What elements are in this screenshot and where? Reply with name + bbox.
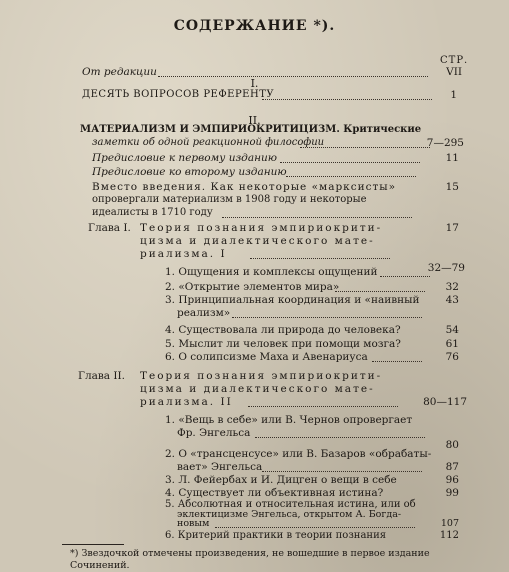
chapter-title: Теория познания эмпириокрити- [140, 370, 383, 382]
toc-item [0, 266, 509, 282]
toc-page-number: 7—295 [426, 137, 464, 149]
toc-entry-text: вает» Энгельса [177, 461, 263, 473]
leader-dots [300, 147, 430, 148]
toc-entry-text: 5. Абсолютная и относительная истина, или об [165, 499, 416, 510]
toc-entry-text: реализм» [177, 307, 231, 319]
leader-dots [250, 258, 390, 259]
toc-entry-preface2 [0, 166, 509, 182]
leader-dots [262, 99, 432, 100]
toc-entry-text: 5. Мыслит ли человек при помощи мозга? [165, 338, 401, 350]
toc-item [0, 351, 509, 367]
leader-dots [222, 217, 412, 218]
toc-entry-text: новым [177, 518, 210, 529]
toc-entry-text: 1. «Вещь в себе» или В. Чернов опровергает [165, 414, 413, 426]
chapter-title: риализма. I [140, 248, 227, 260]
toc-entry-text: 1. Ощущения и комплексы ощущений [165, 266, 378, 278]
toc-item [0, 307, 509, 323]
toc-entry-text: эклектицизме Энгельса, открытом А. Богда- [177, 509, 402, 520]
leader-dots [248, 406, 398, 407]
toc-entry-text: Предисловие ко второму изданию [92, 166, 287, 178]
leader-dots [280, 162, 420, 163]
toc-entry-text: опровергали материализм в 1908 году и некоторые [92, 194, 367, 205]
toc-page-number: 112 [439, 530, 459, 541]
toc-page-number: 1 [450, 89, 457, 101]
toc-page-number: 96 [445, 474, 459, 486]
toc-page-number: 61 [445, 338, 459, 350]
toc-page-number: 32—79 [427, 262, 465, 274]
toc-entry-text: ДЕСЯТЬ ВОПРОСОВ РЕФЕРЕНТУ [82, 89, 275, 100]
toc-page-number: 43 [445, 294, 459, 306]
section-number: II. [248, 114, 261, 127]
toc-entry-text: 4. Существует ли объективная истина? [165, 487, 384, 499]
toc-page-number: 11 [445, 152, 459, 164]
toc-entry-text: 3. Принципиальная координация и «наивный [165, 294, 420, 306]
toc-page-number: 32 [445, 281, 459, 293]
toc-entry-intro-line3 [0, 207, 509, 223]
chapter-label: Глава I. [88, 222, 131, 234]
toc-entry-text: 2. О «трансценсусе» или В. Базаров «обрабаты- [165, 448, 432, 460]
toc-entry-text: Фр. Энгельса [177, 427, 251, 439]
leader-dots [262, 471, 422, 472]
toc-chapter2-title-line3 [0, 396, 509, 412]
chapter-title: риализма. II [140, 396, 233, 408]
chapter-title: цизма и диалектического мате- [140, 235, 375, 247]
leader-dots [372, 361, 422, 362]
toc-page-number: 76 [445, 351, 459, 363]
leader-dots [335, 291, 425, 292]
toc-page-number: 80 [445, 439, 459, 451]
toc-entry-section1 [0, 89, 509, 105]
leader-dots [232, 317, 422, 318]
page-title: СОДЕРЖАНИЕ *). [173, 18, 336, 34]
toc-entry-text: 6. Критерий практики в теории познания [165, 530, 387, 541]
chapter-title: цизма и диалектического мате- [140, 383, 375, 395]
toc-entry-section2-subtitle [0, 137, 509, 153]
page-column-label: СТР. [440, 55, 469, 66]
footnote-rule [62, 544, 124, 545]
toc-page-number: VII [446, 66, 462, 78]
toc-entry-text: Вместо введения. Как некоторые «марксисты» [92, 181, 397, 193]
toc-entry-text: От редакции [82, 66, 157, 78]
toc-page-number: 17 [445, 222, 459, 234]
toc-entry-text: Предисловие к первому изданию [92, 152, 278, 164]
leader-dots [215, 527, 415, 528]
footnote: *) Звездочкой отмечены произведения, не вошедшие в первое издание Сочинений. [70, 548, 430, 571]
toc-entry-text: 2. «Открытие элементов мира» [165, 281, 340, 293]
toc-entry-text: идеалисты в 1710 году [92, 207, 213, 218]
toc-entry-text: 4. Существовала ли природа до человека? [165, 324, 401, 336]
toc-entry-text: МАТЕРИАЛИЗМ И ЭМПИРИОКРИТИЦИЗМ. Критические [80, 124, 422, 135]
leader-dots [255, 437, 425, 438]
toc-page-number: 80—117 [423, 396, 467, 408]
toc-page-number: 15 [445, 181, 459, 193]
chapter-title: Теория познания эмпириокрити- [140, 222, 383, 234]
leader-dots [286, 176, 416, 177]
toc-entry-text: 3. Л. Фейербах и И. Дицген о вещи в себе [165, 474, 397, 486]
toc-page-number: 99 [445, 487, 459, 499]
toc-page-number: 87 [445, 461, 459, 473]
section-number: I. [250, 77, 259, 90]
toc-entry-text: 6. О солипсизме Маха и Авенариуса [165, 351, 368, 363]
toc-page-number: 54 [445, 324, 459, 336]
chapter-label: Глава II. [78, 370, 126, 382]
toc-entry-text: заметки об одной реакционной философии [92, 137, 325, 148]
toc-page-number: 107 [440, 518, 459, 529]
leader-dots [380, 276, 430, 277]
